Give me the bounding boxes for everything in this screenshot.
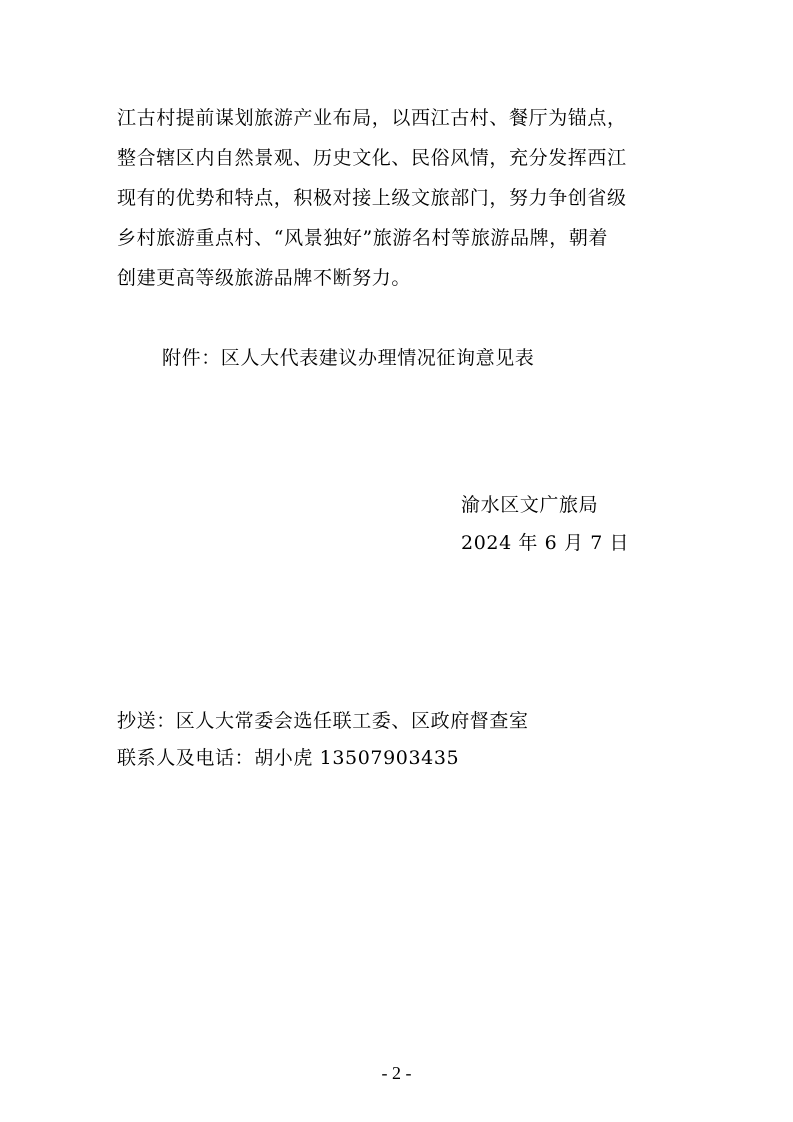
signature-date: 2024 年 6 月 7 日 (461, 532, 630, 554)
body-paragraph-line: 现有的优势和特点，积极对接上级文旅部门，努力争创省级 (117, 187, 627, 209)
body-paragraph-line: 乡村旅游重点村、“风景独好”旅游名村等旅游品牌，朝着 (117, 227, 609, 249)
body-paragraph-line: 整合辖区内自然景观、历史文化、民俗风情，充分发挥西江 (117, 147, 627, 169)
contact-info: 联系人及电话：胡小虎 13507903435 (117, 747, 460, 769)
body-paragraph-line: 江古村提前谋划旅游产业布局，以西江古村、餐厅为锚点， (117, 107, 627, 129)
page-number: - 2 - (381, 1063, 412, 1083)
attachment-note: 附件：区人大代表建议办理情况征询意见表 (162, 347, 535, 369)
signature-organization: 渝水区文广旅局 (461, 494, 599, 516)
cc-recipients: 抄送：区人大常委会选任联工委、区政府督查室 (117, 710, 529, 732)
body-paragraph-line: 创建更高等级旅游品牌不断努力。 (117, 267, 412, 289)
